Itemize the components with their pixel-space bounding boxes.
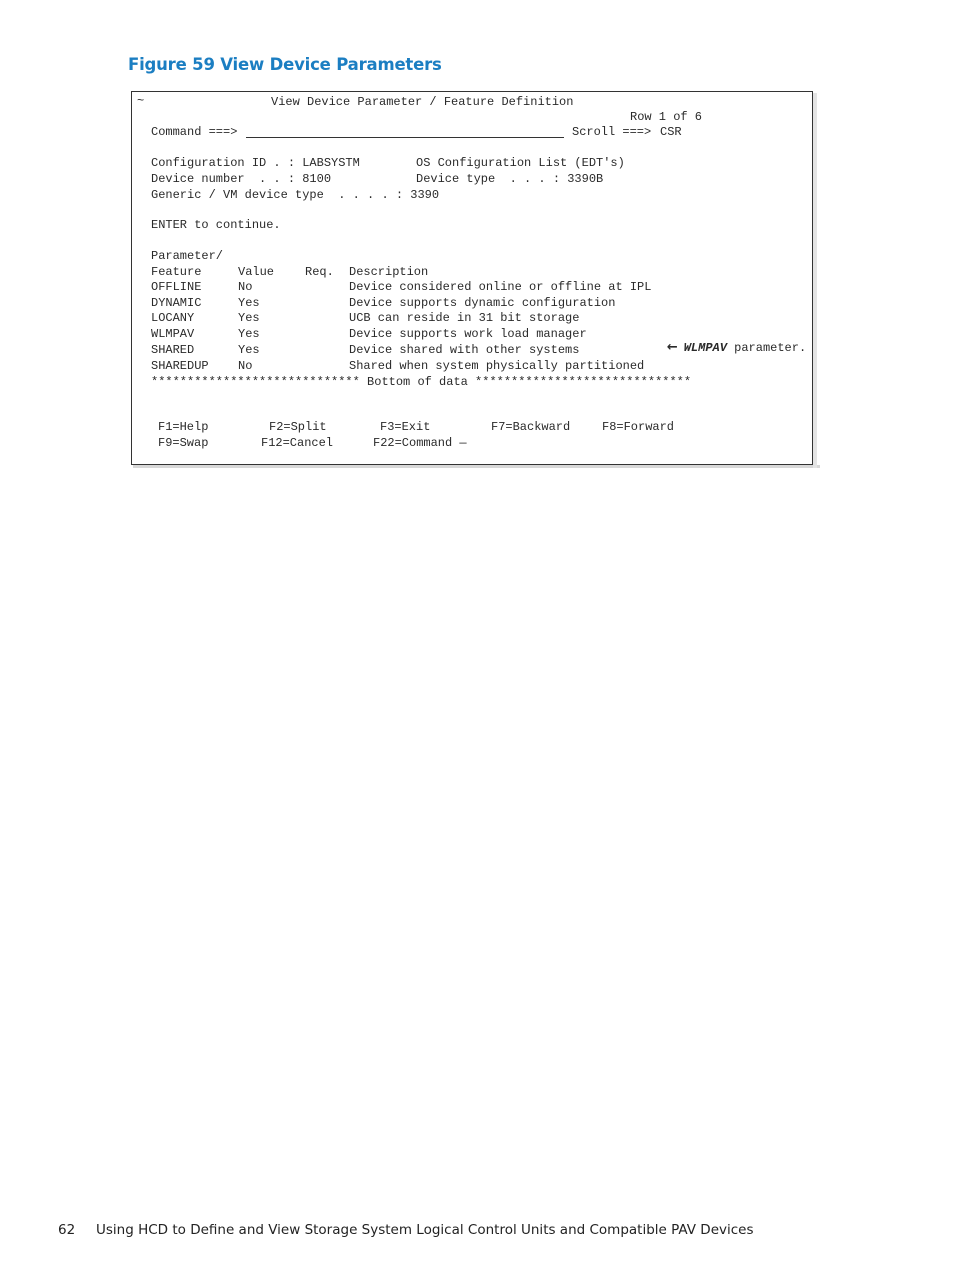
row-feature: LOCANY [151, 311, 195, 325]
row-feature: DYNAMIC [151, 296, 202, 310]
row-feature: WLMPAV [151, 327, 195, 341]
row-description: Device supports dynamic configuration [349, 296, 616, 310]
row-value: No [238, 359, 253, 373]
screen-shadow-right [813, 93, 817, 468]
column-header-value: Value [238, 265, 275, 279]
row-description: Device shared with other systems [349, 343, 580, 357]
bottom-of-data-marker: ***************************** Bottom of data ****************************** [151, 375, 692, 389]
row-description: Shared when system physically partitioned [349, 359, 645, 373]
fkey-f7-backward[interactable]: F7=Backward [491, 420, 571, 434]
scroll-label: Scroll ===> [572, 125, 652, 139]
column-header-description: Description [349, 265, 429, 279]
left-arrow-icon: ← [666, 340, 678, 355]
device-number: Device number . . : 8100 [151, 172, 332, 186]
command-label: Command ===> [151, 125, 238, 139]
row-value: Yes [238, 343, 260, 357]
column-header-req: Req. [305, 265, 334, 279]
row-feature: SHARED [151, 343, 195, 357]
fkey-f22-command[interactable]: F22=Command — [373, 436, 467, 450]
fkey-f2-split[interactable]: F2=Split [269, 420, 327, 434]
running-title: Using HCD to Define and View Storage System Logical Control Units and Compatible PAV Devices [96, 1222, 754, 1238]
figure-caption: Figure 59 View Device Parameters [128, 55, 442, 74]
fkey-f12-cancel[interactable]: F12=Cancel [261, 436, 334, 450]
row-value: Yes [238, 327, 260, 341]
annotation-label-em: WLMPAV [683, 341, 727, 355]
enter-prompt: ENTER to continue. [151, 218, 281, 232]
screen-shadow-bottom [133, 465, 820, 468]
fkey-f8-forward[interactable]: F8=Forward [602, 420, 675, 434]
device-type: Device type . . . : 3390B [416, 172, 604, 186]
os-config: OS Configuration List (EDT's) [416, 156, 625, 170]
row-feature: OFFLINE [151, 280, 202, 294]
scroll-input[interactable]: CSR [660, 125, 682, 139]
row-description: UCB can reside in 31 bit storage [349, 311, 580, 325]
fkey-f9-swap[interactable]: F9=Swap [158, 436, 209, 450]
row-feature: SHAREDUP [151, 359, 209, 373]
row-description: Device supports work load manager [349, 327, 587, 341]
row-info: Row 1 of 6 [630, 110, 703, 124]
column-header-feature: Feature [151, 265, 202, 279]
generic-device-type: Generic / VM device type . . . . : 3390 [151, 188, 440, 202]
row-value: Yes [238, 311, 260, 325]
annotation-label-rest: parameter. [726, 341, 807, 355]
wlmpav-annotation [638, 327, 806, 369]
table-header-parameter: Parameter/ [151, 249, 224, 263]
row-value: No [238, 280, 253, 294]
config-id: Configuration ID . : LABSYSTM [151, 156, 360, 170]
fkey-f3-exit[interactable]: F3=Exit [380, 420, 431, 434]
corner-mark: ~ [137, 94, 145, 108]
fkey-f1-help[interactable]: F1=Help [158, 420, 209, 434]
row-description: Device considered online or offline at IPL [349, 280, 652, 294]
command-input[interactable] [246, 137, 564, 138]
screen-title: View Device Parameter / Feature Definition [271, 95, 574, 109]
row-value: Yes [238, 296, 260, 310]
hcd-terminal-screen [131, 91, 813, 465]
page-number: 62 [58, 1222, 76, 1238]
